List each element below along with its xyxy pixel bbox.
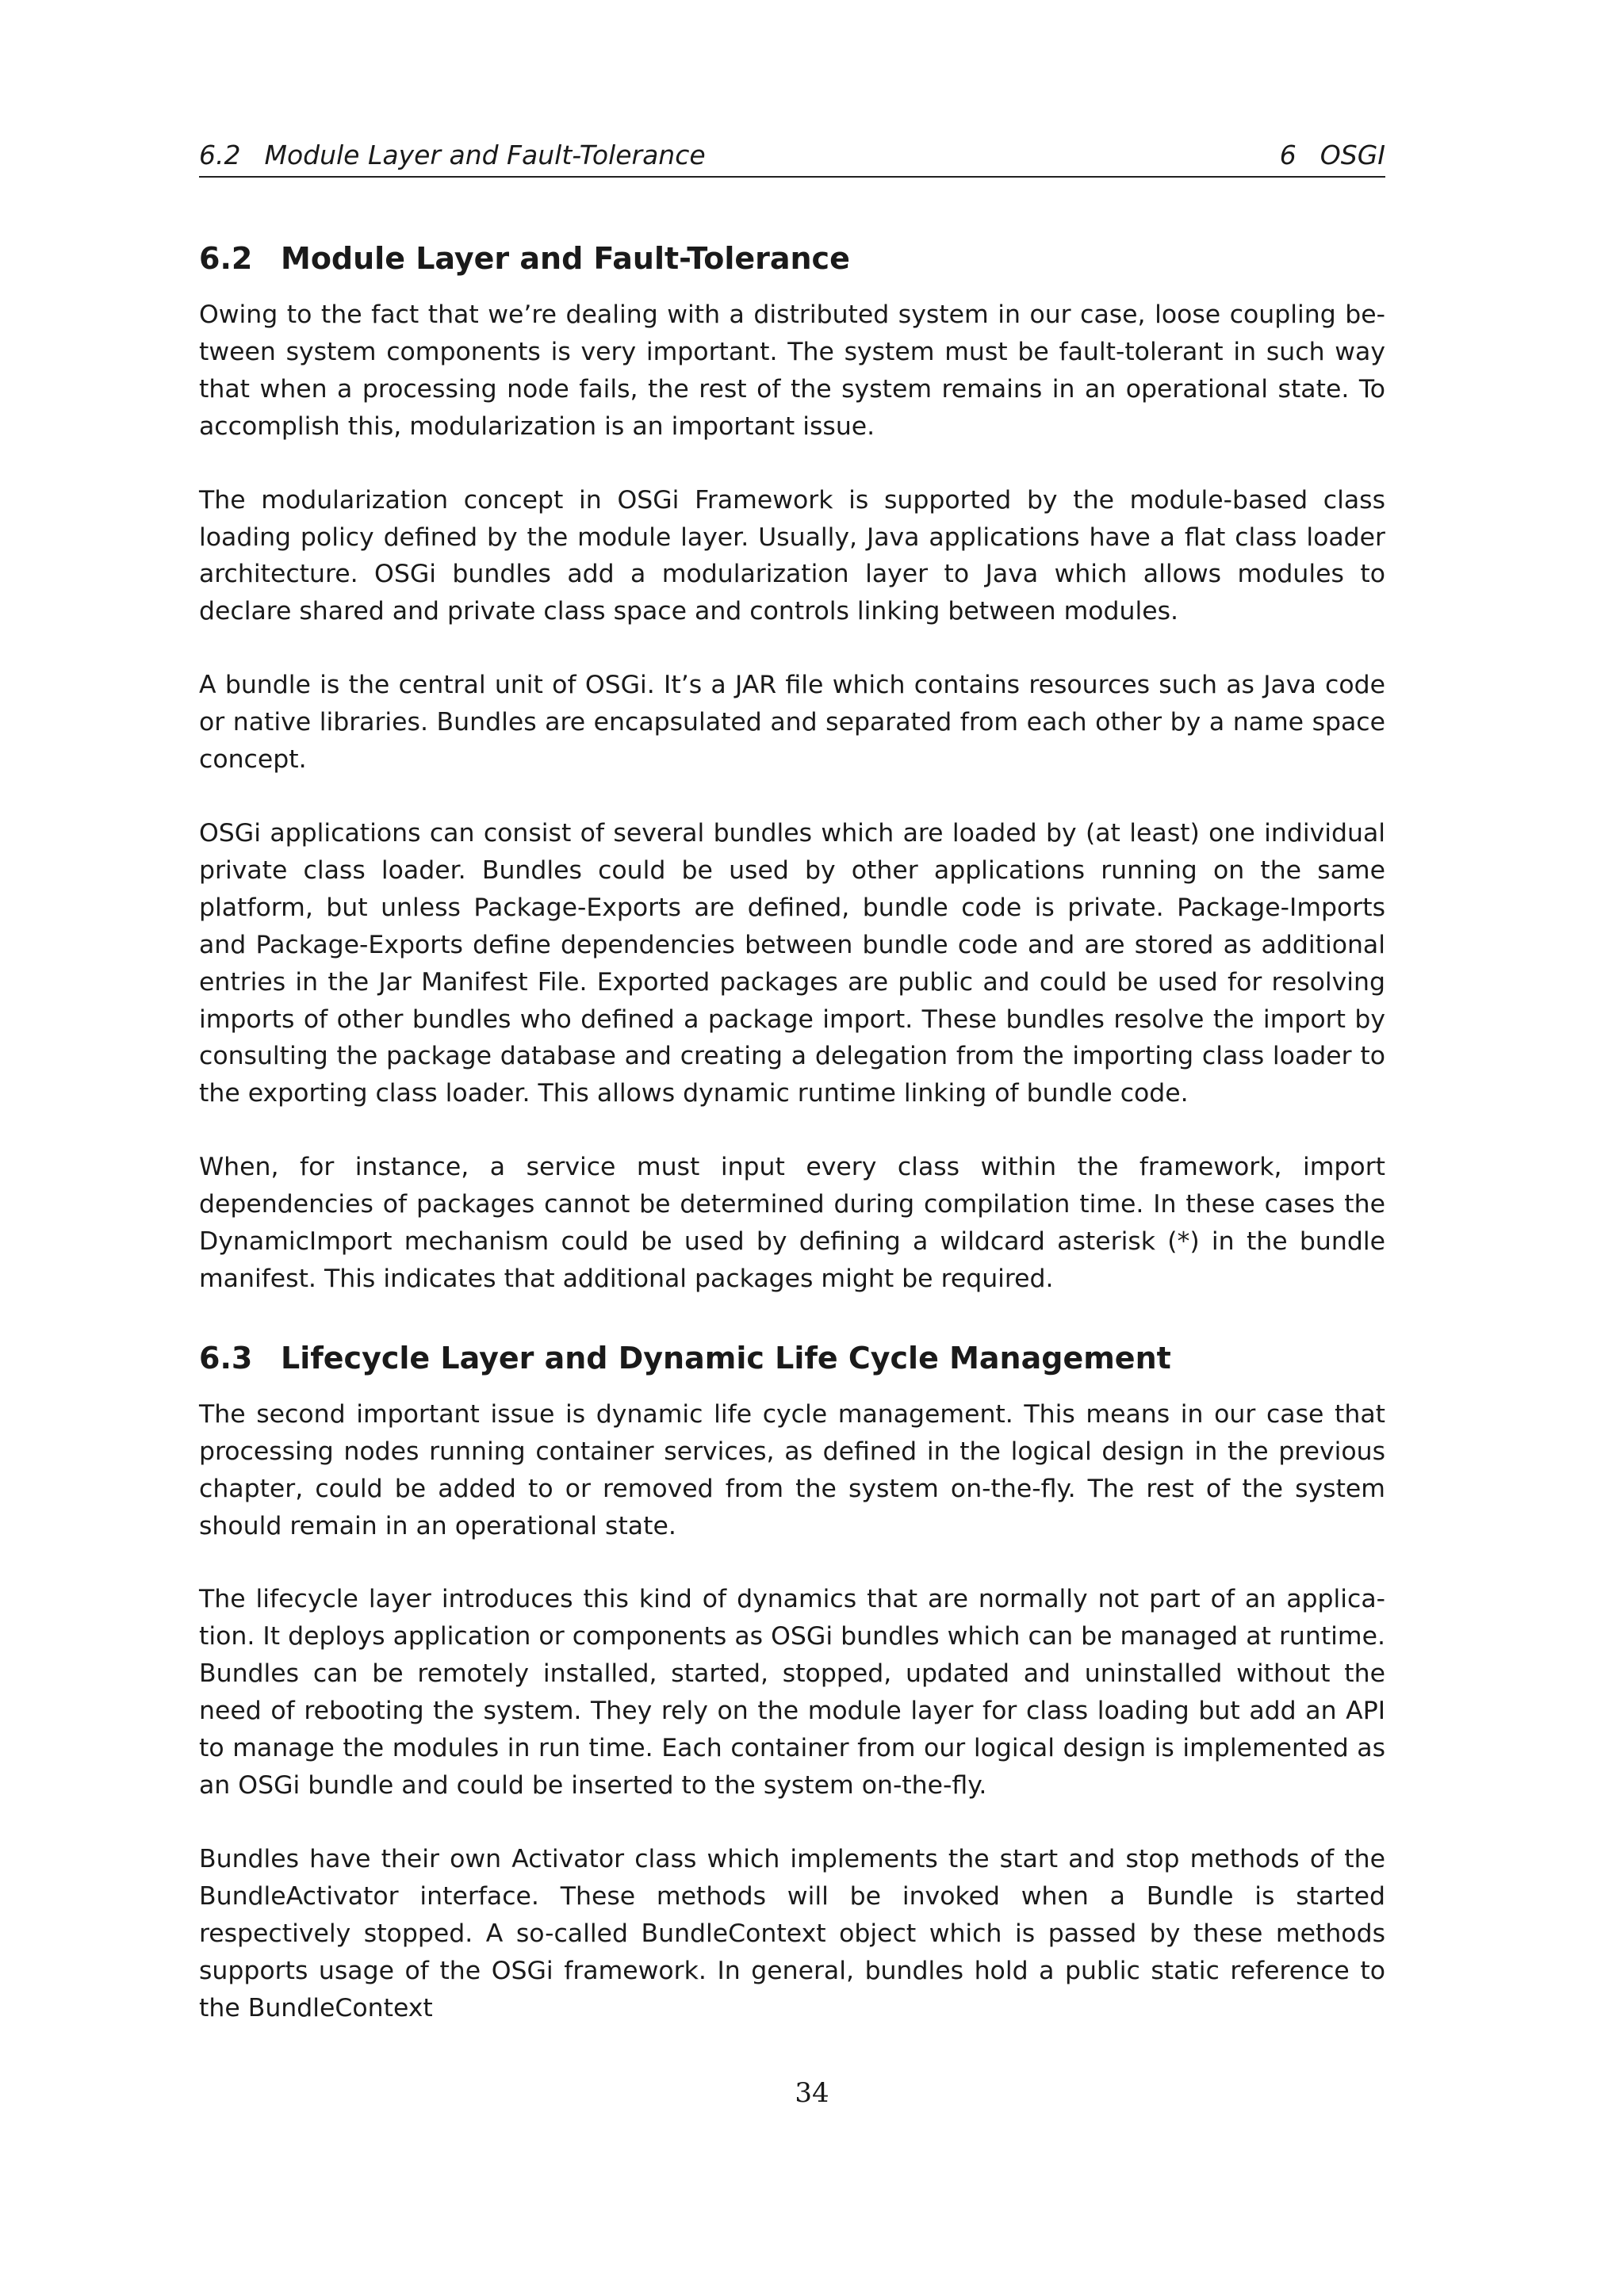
section-heading-module-layer bbox=[199, 235, 1385, 282]
header-section-title: Module Layer and Fault-Tolerance bbox=[264, 140, 706, 170]
paragraph: Owing to the fact that we’re dealing with a distributed system in our case, loose coupling between system components is very important. The system must be fault-tolerant in such way that when a processing node fails, the rest of the system remains in an operational state. To accomplish this, modularization is an important issue. bbox=[199, 300, 1385, 441]
page-body bbox=[199, 235, 1385, 2063]
paragraph: The modularization concept in OSGi Framework is supported by the module-based class loading policy defined by the module layer. Usually, Java applications have a flat class loader architecture. OSGi bundles add a modularization layer to Java which allows modules to declare shared and private class space and controls linking between modules. bbox=[199, 485, 1385, 626]
paragraph: OSGi applications can consist of several bundles which are loaded by (at least) one individual private class loader. Bundles could be used by other applications running on the same platform, but unless Package-Exports are defined, bundle code is private. Package-Imports and Package-Exports define dependencies between bundle code and are stored as additional entries in the Jar Manifest File. Exported packages are public and could be used for resolving imports of other bundles who defined a package import. These bundles resolve the import by consulting the package database and creating a delegation from the importing class loader to the exporting class loader. This allows dynamic runtime linking of bundle code. bbox=[199, 818, 1385, 1108]
section-title: Module Layer and Fault-Tolerance bbox=[281, 241, 850, 276]
header-section-ref bbox=[199, 135, 706, 176]
page-number: 34 bbox=[795, 2077, 829, 2109]
running-header bbox=[199, 135, 1385, 178]
paragraph: A bundle is the central unit of OSGi. It’s a JAR file which contains resources such as Java code or native libraries. Bundles are encapsulated and separated from each other by a name space concept. bbox=[199, 671, 1385, 775]
header-section-number: 6.2 bbox=[199, 140, 241, 170]
paragraph: The lifecycle layer introduces this kind of dynamics that are normally not part of an application. It deploys application or components as OSGi bundles which can be managed at runtime. Bundles can be remotely installed, started, stopped, updated and uninstalled without the need of rebooting the system. They rely on the module layer for class loading but add an API to manage the modules in run time. Each container from our logical design is implemented as an OSGi bundle and could be inserted to the system on-the-fly. bbox=[199, 1585, 1385, 1800]
section-heading-lifecycle-layer bbox=[199, 1334, 1385, 1382]
header-chapter-title: OSGI bbox=[1320, 140, 1385, 170]
paragraph: Bundles have their own Activator class which implements the start and stop methods of the BundleActivator interface. These methods will be invoked when a Bundle is started respectively stopped. A so-called BundleContext object which is passed by these methods supports usage of the OSGi framework. In general, bundles hold a public static reference to the BundleContext bbox=[199, 1844, 1385, 2022]
header-chapter-number: 6 bbox=[1279, 140, 1297, 170]
paragraph: When, for instance, a service must input every class within the framework, import dependencies of packages cannot be determined during compilation time. In these cases the DynamicImport mechanism could be used by defining a wildcard asterisk (*) in the bundle manifest. This indicates that additional packages might be required. bbox=[199, 1153, 1385, 1293]
paragraph: The second important issue is dynamic life cycle management. This means in our case that processing nodes running container services, as defined in the logical design in the previous chapter, could be added to or removed from the system on-the-fly. The rest of the system should remain in an operational state. bbox=[199, 1399, 1385, 1540]
header-chapter-ref bbox=[1280, 135, 1385, 176]
section-number: 6.2 bbox=[199, 241, 253, 276]
section-title: Lifecycle Layer and Dynamic Life Cycle Management bbox=[281, 1340, 1171, 1376]
section-number: 6.3 bbox=[199, 1340, 253, 1376]
